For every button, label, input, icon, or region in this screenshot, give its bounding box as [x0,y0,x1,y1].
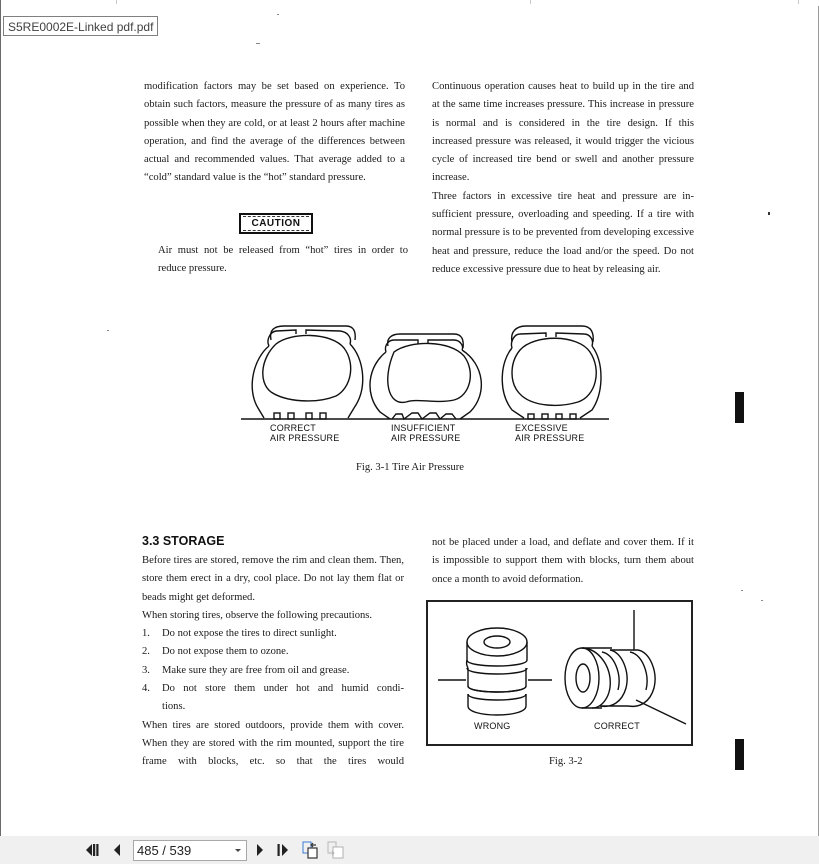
paragraph: When tires are stored outdoors, provide them with cover. When they are stored with the rim mounted, support the tire frame with blocks, etc. so that the tires would [142,719,404,768]
scan-speck [256,43,260,44]
paragraph: modification factors may be set based on experience. To obtain such factors, measure the pressure of as many tires as possible when they are cold, or at least 2 hours after machine operation, and find the average of the differences between actual and recommended values. That average added to a “cold” standard value is the “hot” standard pressure. [144,81,405,184]
tire-excessive [502,326,601,419]
list-item [142,643,404,661]
tire-insufficient [370,334,481,419]
caution-text [158,242,408,279]
list-text: Do not expose the tires to direct sunlight. [162,628,337,640]
scan-speck [107,330,109,331]
extract-page-button[interactable] [302,841,320,859]
list-number: 2. [142,646,150,658]
list-item [142,662,404,680]
figure-label-excessive [515,424,584,443]
tire-correct [252,326,363,419]
list-continuation: tions. [162,701,186,713]
caution-paragraph: Air must not be released from “hot” tires in order to reduce pressure. [158,245,408,275]
file-name-tab[interactable]: S5RE0002E-Linked pdf.pdf [3,16,158,36]
tire-storage-figure [426,600,693,746]
right-column-top [432,78,694,279]
next-page-button[interactable] [253,842,267,858]
scan-speck [768,212,770,215]
first-page-button[interactable] [84,842,100,858]
left-column-bottom [142,552,404,772]
figure-label-correct [270,424,339,443]
list-number: 1. [142,628,150,640]
list-number: 3. [142,664,150,676]
label-line: AIR PRESSURE [515,432,585,443]
chevron-down-icon[interactable] [235,849,241,852]
label-line: AIR PRESSURE [391,432,461,443]
list-item [142,625,404,643]
paragraph: Before tires are stored, remove the rim and clean them. Then, store them erect in a dry, cool place. Do not lay them flat or beads might get deformed. [142,555,404,603]
figure-label-wrong: WRONG [474,721,511,731]
list-text: Make sure they are free from oil and grease. [162,664,350,676]
paragraph: Continuous operation causes heat to build up in the tire and at the same time increases pressure. This increase in pressure is normal and is considered in the tire design. If this increased pressure was released, it would trigger the vicious cycle of increased tire bend or swell and another pressure increase. [432,81,694,184]
last-page-icon [276,842,292,858]
scan-speck [741,590,743,591]
scan-speck [277,14,279,15]
list-text: Do not expose them to ozone. [162,646,289,658]
first-page-icon [84,842,100,858]
insert-page-button[interactable] [327,841,345,859]
stacked-tires-wrong [438,628,552,715]
label-line: CORRECT [270,423,316,433]
caution-label: CAUTION [239,213,313,234]
label-line: AIR PRESSURE [270,432,340,443]
previous-page-button[interactable] [110,842,124,858]
figure-caption-2: Fig. 3-2 [549,756,583,767]
extract-page-icon [302,841,320,859]
scan-speck [761,600,763,601]
paragraph: not be placed under a load, and deflate and cover them. If it is impossible to support them with blocks, turn them about once a month to avoid deformation. [432,537,694,585]
left-column-top [144,78,405,188]
insert-page-icon [327,841,345,859]
figure-label-insufficient [391,424,460,443]
right-column-bottom [432,534,694,589]
page-indicator: 485 / 539 [137,843,192,858]
next-page-icon [253,842,267,858]
storage-illustration [428,602,691,744]
paragraph: When storing tires, observe the following precautions. [142,609,373,621]
figure-label-correct-storage: CORRECT [594,721,640,731]
upright-tires-correct [565,610,686,724]
page-thumb-marker [735,392,744,423]
paragraph: Three factors in excessive tire heat and pressure are in-sufficient pressure, overloading and speeding. If a tire with normal pressure is to be prevented from developing excessive heat and pressure, reduce the load and/or the speed. Do not reduce excessive pressure due to heat by releasing air. [432,190,694,275]
figure-caption-1: Fig. 3-1 Tire Air Pressure [356,462,465,473]
page-number-select[interactable] [133,840,247,861]
list-item [142,680,404,698]
last-page-button[interactable] [276,842,292,858]
previous-page-icon [110,842,124,858]
list-number: 4. [142,683,150,695]
navigation-toolbar [0,836,819,864]
list-text: Do not store them under hot and humid condi- [162,683,404,695]
label-line: EXCESSIVE [515,423,568,433]
top-ruler [1,0,819,6]
label-line: INSUFFICIENT [391,423,456,433]
page-thumb-marker [735,739,744,770]
section-title: 3.3 STORAGE [142,534,225,548]
